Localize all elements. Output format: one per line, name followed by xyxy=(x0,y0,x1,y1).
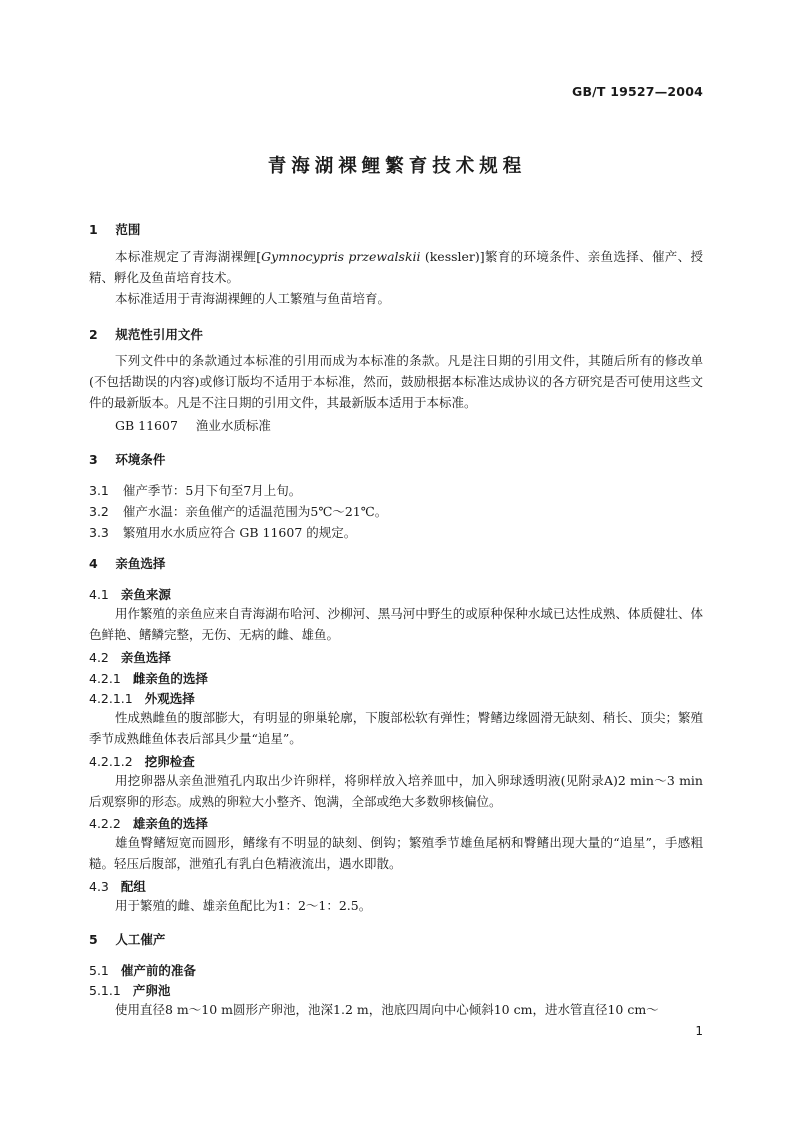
section-3-heading xyxy=(89,450,165,468)
clause-4-2-heading xyxy=(89,648,171,666)
species-latin-name: Gymnocypris przewalskii xyxy=(261,249,421,264)
section-number: 5 xyxy=(89,932,98,947)
section-title: 规范性引用文件 xyxy=(115,327,203,342)
clause-title: 配组 xyxy=(120,879,146,894)
clause-number: 4.2 xyxy=(89,650,109,665)
clause-number: 4.2.1.1 xyxy=(89,691,133,706)
clause-number: 4.2.1 xyxy=(89,671,121,686)
section-2-heading xyxy=(89,325,203,343)
clause-4-3-heading xyxy=(89,877,146,895)
section-title: 范围 xyxy=(115,222,141,237)
normative-reference xyxy=(115,416,271,434)
reference-code: GB 11607 xyxy=(115,418,178,433)
clause-4-2-1-1-para: 性成熟雌鱼的腹部膨大，有明显的卵巢轮廓，下腹部松软有弹性；臀鳍边缘圆滑无缺刻、稍长、顶尖；繁殖季节成熟雌鱼体表后部具少量“追星”。 xyxy=(89,710,703,746)
standard-code: GB/T 19527—2004 xyxy=(571,84,703,99)
clause-title: 催产前的准备 xyxy=(120,963,196,978)
section-1-para-2: 本标准适用于青海湖裸鲤的人工繁殖与鱼苗培育。 xyxy=(115,291,391,306)
clause-text: 催产季节：5月下旬至7月上旬。 xyxy=(122,483,302,498)
clause-number: 5.1 xyxy=(89,963,109,978)
clause-4-2-1-2-para: 用挖卵器从亲鱼泄殖孔内取出少许卵样，将卵样放入培养皿中，加入卵球透明液(见附录A)2 min～3 min后观察卵的形态。成熟的卵粒大小整齐、饱满，全部或绝大多数卵核偏位。 xyxy=(89,773,703,809)
section-1-heading xyxy=(89,220,140,238)
clause-number: 4.2.1.2 xyxy=(89,754,133,769)
clause-text: 繁殖用水水质应符合 GB 11607 的规定。 xyxy=(122,525,357,540)
section-title: 人工催产 xyxy=(115,932,166,947)
clause-4-2-1-1-heading xyxy=(89,689,195,707)
clause-5-1-1-para: 使用直径8 m～10 m圆形产卵池，池深1.2 m，池底四周向中心倾斜10 cm，进水管直径10 cm～ xyxy=(115,1002,659,1017)
document-title: 青海湖裸鲤繁育技术规程 xyxy=(267,156,527,177)
section-title: 环境条件 xyxy=(115,452,166,467)
clause-4-3-para: 用于繁殖的雌、雄亲鱼配比为1：2～1：2.5。 xyxy=(115,898,372,913)
clause-number: 3.2 xyxy=(89,504,109,519)
clause-title: 亲鱼选择 xyxy=(120,650,171,665)
section-number: 3 xyxy=(89,452,98,467)
section-5-heading xyxy=(89,930,165,948)
clause-title: 亲鱼来源 xyxy=(120,587,171,602)
clause-3-3 xyxy=(89,523,356,541)
clause-number: 3.3 xyxy=(89,525,109,540)
clause-title: 外观选择 xyxy=(144,691,195,706)
clause-number: 5.1.1 xyxy=(89,983,121,998)
clause-4-2-1-heading xyxy=(89,669,208,687)
clause-4-1-heading xyxy=(89,585,171,603)
clause-5-1-1-heading xyxy=(89,981,170,999)
clause-title: 挖卵检查 xyxy=(144,754,195,769)
clause-4-2-2-heading xyxy=(89,814,208,832)
section-2-para-1: 下列文件中的条款通过本标准的引用而成为本标准的条款。凡是注日期的引用文件，其随后所有的修改单(不包括勘误的内容)或修订版均不适用于本标准，然而，鼓励根据本标准达成协议的各方研究是否可使用这些文件的最新版本。凡是不注日期的引用文件，其最新版本适用于本标准。 xyxy=(89,353,703,410)
clause-number: 4.2.2 xyxy=(89,816,121,831)
clause-number: 4.1 xyxy=(89,587,109,602)
clause-text: 催产水温：亲鱼催产的适温范围为5℃～21℃。 xyxy=(122,504,388,519)
section-1-para-1 xyxy=(89,246,703,288)
section-title: 亲鱼选择 xyxy=(115,556,166,571)
section-number: 1 xyxy=(89,222,98,237)
clause-title: 雌亲鱼的选择 xyxy=(132,671,208,686)
clause-number: 4.3 xyxy=(89,879,109,894)
clause-title: 雄亲鱼的选择 xyxy=(132,816,208,831)
clause-4-2-1-2-heading xyxy=(89,752,195,770)
clause-4-2-2-para: 雄鱼臀鳍短宽而圆形，鳍缘有不明显的缺刻、倒钩；繁殖季节雄鱼尾柄和臀鳍出现大量的“追星”，手感粗糙。轻压后腹部，泄殖孔有乳白色精液流出，遇水即散。 xyxy=(89,835,703,871)
text-run: 本标准规定了青海湖裸鲤[ xyxy=(115,249,262,264)
section-4-heading xyxy=(89,554,165,572)
clause-number: 3.1 xyxy=(89,483,109,498)
clause-5-1-heading xyxy=(89,961,196,979)
clause-3-1 xyxy=(89,481,301,499)
clause-4-1-para: 用作繁殖的亲鱼应来自青海湖布哈河、沙柳河、黑马河中野生的或原种保种水域已达性成熟、体质健壮、体色鲜艳、鳍鳞完整，无伤、无病的雌、雄鱼。 xyxy=(89,606,703,642)
text-run: (kessler)]繁育的环境条件、亲鱼选择、催产、授精、孵化及鱼苗培育技术。 xyxy=(89,249,703,285)
reference-title: 渔业水质标准 xyxy=(195,418,271,433)
clause-title: 产卵池 xyxy=(132,983,171,998)
page-number: 1 xyxy=(695,1024,703,1038)
section-number: 4 xyxy=(89,556,98,571)
clause-3-2 xyxy=(89,502,387,520)
section-number: 2 xyxy=(89,327,98,342)
